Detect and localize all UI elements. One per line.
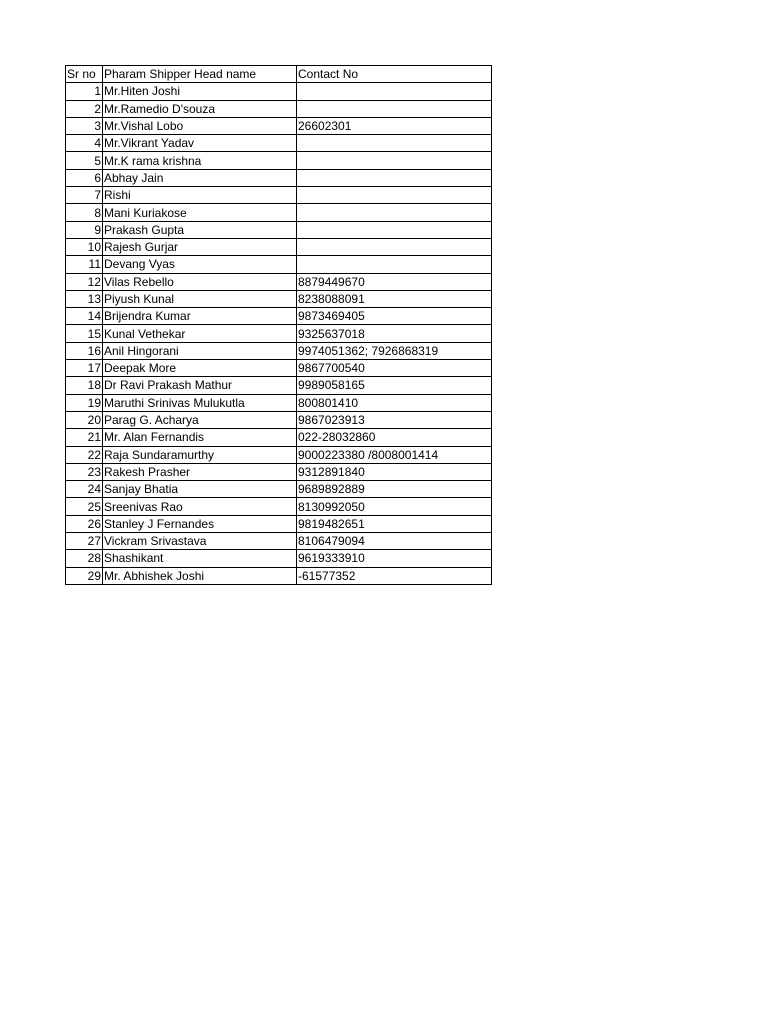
cell-sr-no: 20 [66,411,103,428]
cell-sr-no: 1 [66,83,103,100]
cell-contact-no: 9819482651 [297,515,492,532]
cell-sr-no: 11 [66,256,103,273]
cell-sr-no: 15 [66,325,103,342]
table-row [66,498,492,515]
cell-sr-no: 3 [66,117,103,134]
header-name: Pharam Shipper Head name [103,66,297,83]
header-contact-no: Contact No [297,66,492,83]
table-row [66,377,492,394]
cell-sr-no: 26 [66,515,103,532]
table-row [66,515,492,532]
table-row [66,394,492,411]
header-row [66,66,492,83]
cell-contact-no: 9325637018 [297,325,492,342]
cell-name: Kunal Vethekar [103,325,297,342]
cell-sr-no: 28 [66,550,103,567]
cell-sr-no: 7 [66,187,103,204]
table-row [66,567,492,584]
cell-sr-no: 22 [66,446,103,463]
cell-name: Stanley J Fernandes [103,515,297,532]
cell-contact-no: 8238088091 [297,290,492,307]
cell-name: Mani Kuriakose [103,204,297,221]
cell-sr-no: 2 [66,100,103,117]
cell-contact-no: 9312891840 [297,463,492,480]
cell-contact-no [297,256,492,273]
table-row [66,325,492,342]
cell-sr-no: 6 [66,169,103,186]
cell-name: Abhay Jain [103,169,297,186]
cell-contact-no [297,169,492,186]
table-row [66,204,492,221]
table-body [66,66,492,585]
cell-contact-no: 9689892889 [297,481,492,498]
table-row [66,342,492,359]
table-row [66,238,492,255]
cell-contact-no: 8106479094 [297,533,492,550]
cell-contact-no: 9619333910 [297,550,492,567]
table-row [66,169,492,186]
cell-sr-no: 21 [66,429,103,446]
cell-contact-no: 9989058165 [297,377,492,394]
cell-sr-no: 29 [66,567,103,584]
cell-sr-no: 14 [66,308,103,325]
cell-sr-no: 9 [66,221,103,238]
contacts-table [65,65,492,585]
cell-name: Rajesh Gurjar [103,238,297,255]
cell-name: Raja Sundaramurthy [103,446,297,463]
table-row [66,152,492,169]
cell-contact-no: 9873469405 [297,308,492,325]
table-row [66,360,492,377]
cell-contact-no: 26602301 [297,117,492,134]
cell-contact-no: 022-28032860 [297,429,492,446]
cell-name: Prakash Gupta [103,221,297,238]
cell-name: Vilas Rebello [103,273,297,290]
cell-sr-no: 24 [66,481,103,498]
table-row [66,533,492,550]
table-row [66,135,492,152]
table-row [66,550,492,567]
cell-name: Vickram Srivastava [103,533,297,550]
cell-contact-no: 800801410 [297,394,492,411]
table-row [66,290,492,307]
table-row [66,429,492,446]
table-row [66,100,492,117]
cell-name: Anil Hingorani [103,342,297,359]
cell-contact-no [297,83,492,100]
cell-contact-no [297,221,492,238]
cell-name: Brijendra Kumar [103,308,297,325]
cell-contact-no [297,135,492,152]
cell-contact-no: 8130992050 [297,498,492,515]
cell-sr-no: 4 [66,135,103,152]
cell-sr-no: 5 [66,152,103,169]
table-row [66,411,492,428]
cell-sr-no: 25 [66,498,103,515]
table-row [66,446,492,463]
cell-name: Mr. Abhishek Joshi [103,567,297,584]
cell-sr-no: 23 [66,463,103,480]
table-row [66,273,492,290]
cell-name: Mr. Alan Fernandis [103,429,297,446]
cell-name: Maruthi Srinivas Mulukutla [103,394,297,411]
cell-name: Piyush Kunal [103,290,297,307]
cell-name: Deepak More [103,360,297,377]
cell-name: Sreenivas Rao [103,498,297,515]
cell-name: Mr.Hiten Joshi [103,83,297,100]
cell-contact-no [297,204,492,221]
cell-sr-no: 13 [66,290,103,307]
cell-name: Shashikant [103,550,297,567]
cell-contact-no: 9974051362; 7926868319 [297,342,492,359]
cell-name: Sanjay Bhatia [103,481,297,498]
cell-sr-no: 16 [66,342,103,359]
cell-name: Rakesh Prasher [103,463,297,480]
cell-contact-no: -61577352 [297,567,492,584]
header-sr-no: Sr no [66,66,103,83]
cell-name: Mr.Vikrant Yadav [103,135,297,152]
table-row [66,481,492,498]
cell-name: Mr.Ramedio D'souza [103,100,297,117]
cell-sr-no: 18 [66,377,103,394]
cell-name: Mr.K rama krishna [103,152,297,169]
cell-name: Parag G. Acharya [103,411,297,428]
cell-contact-no [297,152,492,169]
cell-name: Rishi [103,187,297,204]
cell-contact-no [297,238,492,255]
cell-contact-no: 9867023913 [297,411,492,428]
cell-sr-no: 17 [66,360,103,377]
table-row [66,256,492,273]
cell-contact-no: 9000223380 /8008001414 [297,446,492,463]
cell-contact-no: 8879449670 [297,273,492,290]
cell-contact-no: 9867700540 [297,360,492,377]
cell-sr-no: 12 [66,273,103,290]
table-row [66,308,492,325]
table-row [66,83,492,100]
cell-name: Dr Ravi Prakash Mathur [103,377,297,394]
cell-sr-no: 27 [66,533,103,550]
table-row [66,117,492,134]
cell-name: Mr.Vishal Lobo [103,117,297,134]
cell-contact-no [297,187,492,204]
table-row [66,221,492,238]
table-row [66,463,492,480]
cell-sr-no: 19 [66,394,103,411]
cell-sr-no: 10 [66,238,103,255]
cell-name: Devang Vyas [103,256,297,273]
cell-sr-no: 8 [66,204,103,221]
table-row [66,187,492,204]
cell-contact-no [297,100,492,117]
